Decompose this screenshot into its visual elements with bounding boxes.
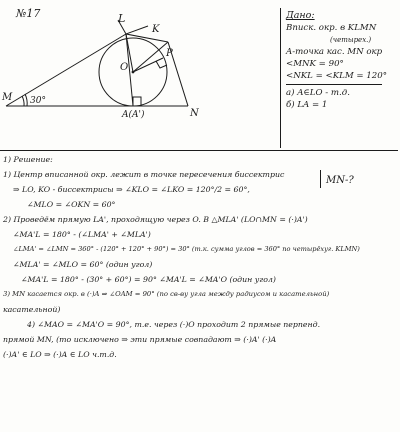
label-angle: 30° <box>30 96 46 106</box>
solution-line: 3) MN касается окр. в (·)A ⇒ ∠OAM = 90° (по св-ву угла между радиусом и касательной) <box>3 290 330 298</box>
solution-line: прямой MN, (то исключено ⇒ эти прямые совпадают ⇒ (·)A' (·)A <box>3 335 277 344</box>
label-A: A(A') <box>122 110 145 120</box>
given-title: Дано: <box>286 10 315 21</box>
solution-line: ∠MLA' = ∠MLO = 60° (один угол) <box>13 260 153 269</box>
given-line: Вписк. окр. в KLMN <box>286 23 377 33</box>
solution-line: ∠LMA' = ∠LMN = 360° - (120° + 120° + 90°) = 30° (т.к. сумма углов = 360° по четырёхуг. KLMN) <box>13 245 360 253</box>
label-M: M <box>2 92 13 103</box>
solution-line: (·)A' ∈ LO ⇒ (·)A ∈ LO ч.т.д. <box>3 350 117 359</box>
page-number: №17 <box>16 7 41 20</box>
solution-line: ∠MA'L = 180° - (∠LMA' + ∠MLA') <box>13 230 151 239</box>
solution-block <box>3 152 397 362</box>
given-line: (четырех.) <box>330 36 372 44</box>
solution-line: ∠MA'L = 180° - (30° + 60°) = 90° ∠MA'L = ∠MA'O (один угол) <box>21 275 276 284</box>
label-N: N <box>190 108 199 119</box>
given-line: б) LA = 1 <box>286 100 328 110</box>
given-line: A-точка кас. MN окр <box>286 47 383 57</box>
section-divider <box>0 150 398 151</box>
question: MN-? <box>326 175 354 186</box>
given-divider <box>280 8 281 148</box>
solution-line: ⇒ LO, KO - биссектрисы ⇒ ∠KLO = ∠LKO = 120°/2 = 60°, <box>13 185 250 194</box>
solution-line: 1) Центр вписанной окр. лежит в точке пересечения биссектрис <box>3 170 285 179</box>
given-line: a) A∈LO - т.д. <box>286 88 350 98</box>
label-L: L <box>118 12 126 25</box>
solution-line: 4) ∠MAO = ∠MA'O = 90°, т.е. через (·)O проходит 2 прямые перпенд. <box>27 320 321 329</box>
given-block <box>286 10 396 111</box>
given-separator <box>286 84 382 85</box>
given-line: <MNK = 90° <box>286 59 344 69</box>
solution-line: ∠MLO = ∠OKN = 60° <box>27 200 116 209</box>
angle-arc-M <box>22 96 24 106</box>
label-O: O <box>120 62 129 73</box>
geometry-figure <box>0 0 285 150</box>
label-K: K <box>152 24 160 35</box>
right-angle-A <box>133 97 141 106</box>
solution-line: касательной) <box>3 305 61 314</box>
solution-line: 1) Решение: <box>3 155 53 164</box>
label-P: P <box>166 48 173 59</box>
given-line: <NKL = <KLM = 120° <box>286 71 388 81</box>
solution-line: 2) Проведём прямую LA', проходящую через O. В △MLA' (LO∩MN = (·)A') <box>3 215 308 224</box>
